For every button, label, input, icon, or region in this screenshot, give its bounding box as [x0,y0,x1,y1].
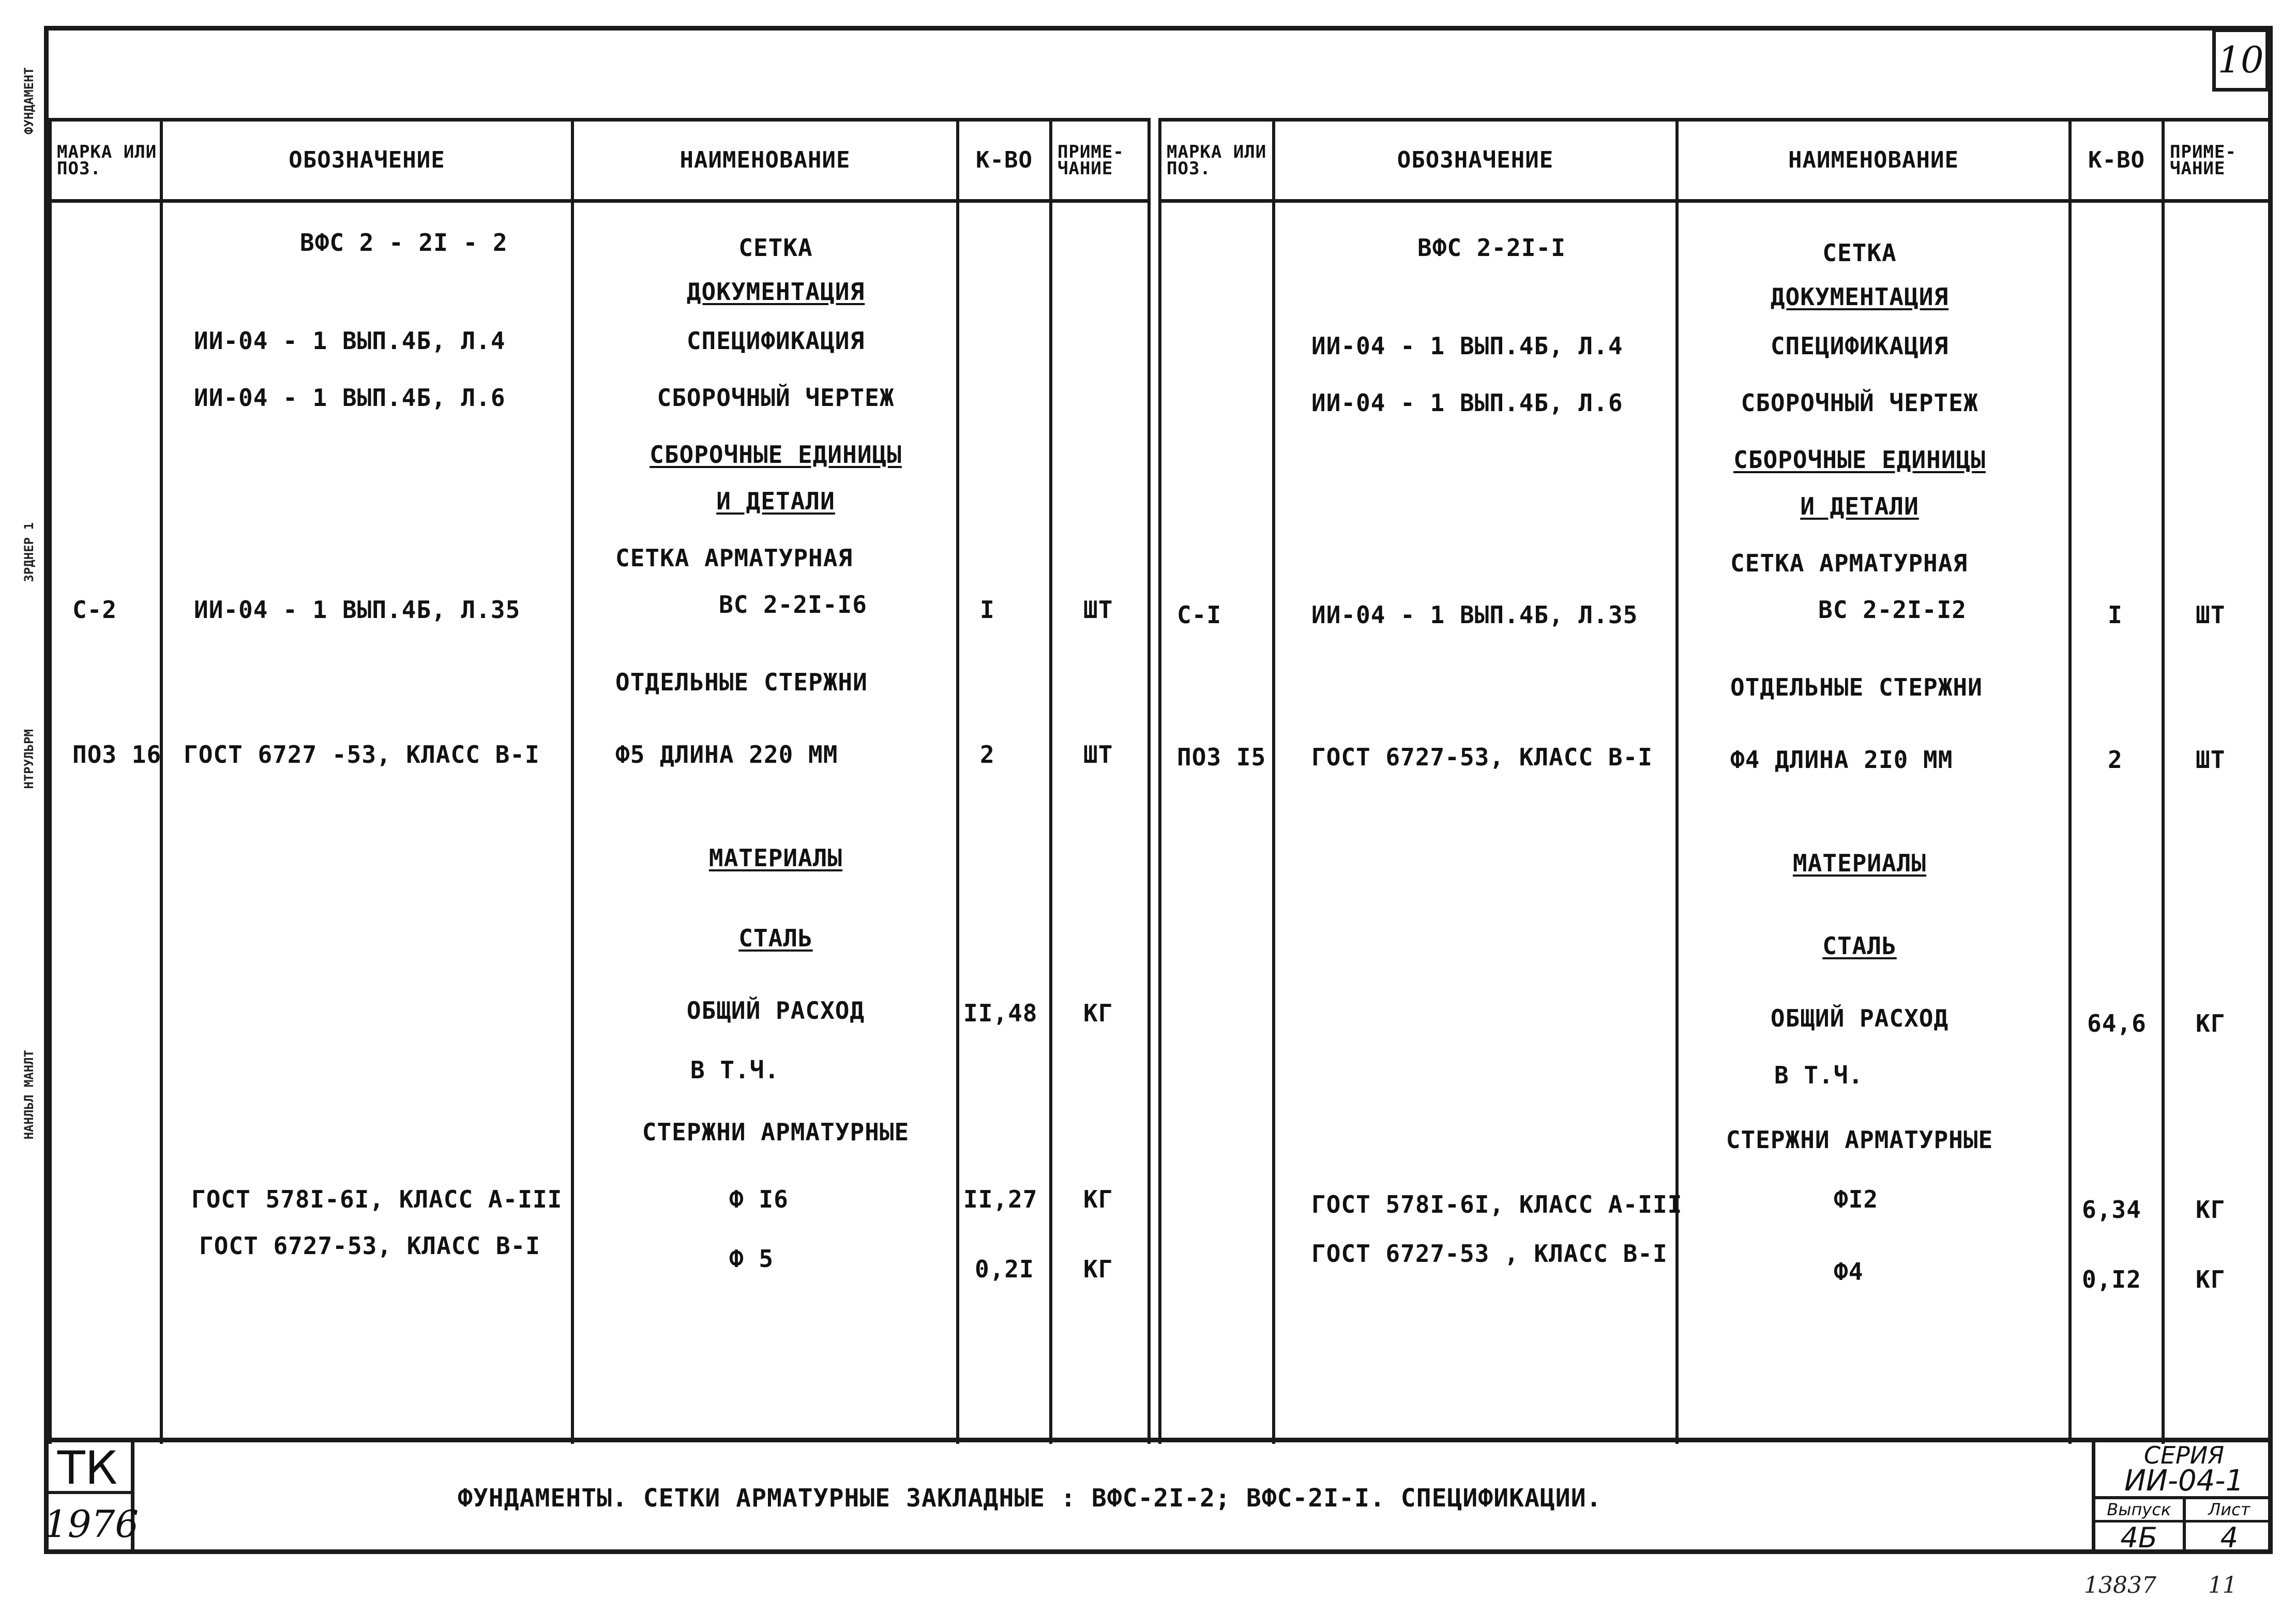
qty-column [2070,201,2163,1444]
name-units-1: СБОРОЧНЫЕ ЕДИНИЦЫ [1733,446,1986,474]
qty-total: II,48 [963,999,1038,1027]
name-title: СЕТКА [1822,239,1897,267]
name-documentation: ДОКУМЕНТАЦИЯ [1770,283,1949,311]
name-column [1677,201,2070,1444]
name-rod-desc: Ф5 ДЛИНА 220 ММ [615,741,838,768]
header-qty: К-ВО [2070,120,2163,201]
sheet-value: 4 [2220,1521,2238,1554]
issue-value: 4Б [2120,1521,2157,1554]
designation-unit: ИИ-04 - 1 ВЫП.4Б, Л.35 [194,596,521,624]
note-diameter-2: КГ [1083,1255,1113,1283]
name-total: ОБЩИЙ РАСХОД [1770,1004,1949,1032]
mark-rod: ПОЗ 16 [72,741,162,768]
name-units-2: И ДЕТАЛИ [1800,492,1919,520]
name-units-2: И ДЕТАЛИ [716,487,835,515]
name-rods: ОТДЕЛЬНЫЕ СТЕРЖНИ [615,668,868,696]
name-diameter-1: Ф I6 [729,1185,789,1213]
margin-label-4: НАНЛЬЛ МАНЛТ [22,1050,36,1140]
name-documentation: ДОКУМЕНТАЦИЯ [686,278,865,306]
page-count: 11 [2208,1572,2237,1599]
table-header-row [50,120,1149,201]
name-steel: СТАЛЬ [1822,932,1897,960]
note-diameter-1: КГ [1083,1185,1113,1213]
spec-table-left [49,118,1151,1444]
issue-cell [2095,1499,2186,1554]
qty-mesh: I [980,596,995,624]
table-body-row [1160,201,2271,1444]
name-steel: СТАЛЬ [738,924,813,952]
note-rod: ШТ [2196,746,2226,774]
designation-rod: ГОСТ 6727-53, КЛАСС В-I [1311,743,1653,771]
name-specification: СПЕЦИФИКАЦИЯ [686,327,865,355]
name-assembly: СБОРОЧНЫЙ ЧЕРТЕЖ [657,384,895,412]
name-incl: В Т.Ч. [690,1056,780,1084]
name-rebar: СТЕРЖНИ АРМАТУРНЫЕ [1726,1126,1993,1154]
qty-column [958,201,1051,1444]
title-block [44,1438,2273,1554]
sheet-label: Лист [2186,1499,2273,1522]
name-diameter-2: Ф 5 [729,1245,774,1273]
year: 1976 [44,1502,139,1546]
header-note: ПРИМЕ-ЧАНИЕ [2163,120,2271,201]
sheet-number: 10 [2212,28,2269,92]
note-column [2163,201,2271,1444]
note-rod: ШТ [1083,741,1113,768]
org-code: ТК [44,1442,131,1494]
spec-table-right [1158,118,2272,1444]
designation-doc-1: ИИ-04 - 1 ВЫП.4Б, Л.4 [1311,332,1623,360]
mark-column [50,201,161,1444]
qty-mesh: I [2108,601,2123,629]
margin-label-2: ЗРДНЕР 1 [22,522,36,582]
note-mesh: ШТ [1083,596,1113,624]
header-mark: МАРКА ИЛИ ПОЗ. [50,120,161,201]
name-rods: ОТДЕЛЬНЫЕ СТЕРЖНИ [1730,673,1983,701]
series-block [2092,1442,2273,1554]
designation-column [1274,201,1683,1444]
qty-diameter-2: 0,2I [975,1255,1034,1283]
sheet-cell [2186,1499,2273,1554]
document-title: ФУНДАМЕНТЫ. СЕТКИ АРМАТУРНЫЕ ЗАКЛАДНЫЕ : ВФС-2I-2; ВФС-2I-I. СПЕЦИФИКАЦИИ. [458,1484,1602,1513]
name-title: СЕТКА [738,234,813,262]
name-mesh: СЕТКА АРМАТУРНАЯ [1730,549,1968,577]
designation-unit: ИИ-04 - 1 ВЫП.4Б, Л.35 [1311,601,1638,629]
name-units-1: СБОРОЧНЫЕ ЕДИНИЦЫ [649,441,902,469]
note-total: КГ [1083,999,1113,1027]
note-mesh: ШТ [2196,601,2226,629]
qty-rod: 2 [2108,746,2123,774]
name-rebar: СТЕРЖНИ АРМАТУРНЫЕ [642,1118,910,1146]
header-designation: ОБОЗНАЧЕНИЕ [1274,120,1677,201]
mark-mesh: С-I [1177,601,1222,629]
header-mark: МАРКА ИЛИ ПОЗ. [1160,120,1274,201]
name-incl: В Т.Ч. [1774,1061,1864,1089]
issue-label: Выпуск [2095,1499,2183,1522]
header-name: НАИМЕНОВАНИЕ [1677,120,2070,201]
name-materials: МАТЕРИАЛЫ [1792,849,1927,877]
qty-diameter-2: 0,I2 [2082,1265,2141,1293]
series-code: ИИ-04-1 [2095,1466,2273,1499]
qty-total: 64,6 [2087,1009,2147,1037]
designation-top: ВФС 2-2I-I [1417,234,1566,262]
designation-top: ВФС 2 - 2I - 2 [300,229,508,257]
note-diameter-1: КГ [2196,1196,2226,1224]
name-materials: МАТЕРИАЛЫ [708,844,843,872]
name-total: ОБЩИЙ РАСХОД [686,997,865,1024]
note-column [1051,201,1149,1444]
qty-rod: 2 [980,741,995,768]
header-note: ПРИМЕ-ЧАНИЕ [1051,120,1149,201]
table-body-row [50,201,1149,1444]
name-mesh: СЕТКА АРМАТУРНАЯ [615,544,853,572]
mark-mesh: С-2 [72,596,117,624]
org-stamp [44,1441,139,1554]
designation-material-1: ГОСТ 578I-6I, КЛАСС А-III [191,1185,563,1213]
designation-doc-1: ИИ-04 - 1 ВЫП.4Б, Л.4 [194,327,506,355]
designation-material-2: ГОСТ 6727-53, КЛАСС В-I [199,1232,540,1260]
designation-rod: ГОСТ 6727 -53, КЛАСС В-I [184,741,540,768]
issue-sheet-row [2095,1499,2273,1554]
name-mesh-code: ВС 2-2I-I2 [1818,596,1967,624]
name-diameter-2: Ф4 [1834,1258,1864,1286]
designation-doc-2: ИИ-04 - 1 ВЫП.4Б, Л.6 [1311,389,1623,417]
margin-label-3: НТРУЛЬРМ [22,729,36,789]
designation-material-1: ГОСТ 578I-6I, КЛАСС А-III [1311,1190,1683,1218]
table-header-row [1160,120,2271,201]
header-name: НАИМЕНОВАНИЕ [572,120,958,201]
name-mesh-code: ВС 2-2I-I6 [719,591,867,619]
name-diameter-1: ФI2 [1834,1185,1879,1213]
qty-diameter-1: II,27 [963,1185,1038,1213]
note-diameter-2: КГ [2196,1265,2226,1293]
header-qty: К-ВО [958,120,1051,201]
mark-rod: ПОЗ I5 [1177,743,1266,771]
series-label: СЕРИЯ [2143,1441,2225,1469]
note-total: КГ [2196,1009,2226,1037]
mark-column [1160,201,1274,1444]
margin-label-1: ФУНДАМЕНТ [22,67,36,135]
header-designation: ОБОЗНАЧЕНИЕ [161,120,572,201]
designation-material-2: ГОСТ 6727-53 , КЛАСС В-I [1311,1240,1668,1268]
name-column [572,201,958,1444]
designation-column [161,201,572,1444]
name-specification: СПЕЦИФИКАЦИЯ [1770,332,1949,360]
designation-doc-2: ИИ-04 - 1 ВЫП.4Б, Л.6 [194,384,506,412]
name-assembly: СБОРОЧНЫЙ ЧЕРТЕЖ [1741,389,1978,417]
name-rod-desc: Ф4 ДЛИНА 2I0 ММ [1730,746,1953,774]
qty-diameter-1: 6,34 [2082,1196,2141,1224]
archive-number: 13837 [2084,1572,2156,1599]
